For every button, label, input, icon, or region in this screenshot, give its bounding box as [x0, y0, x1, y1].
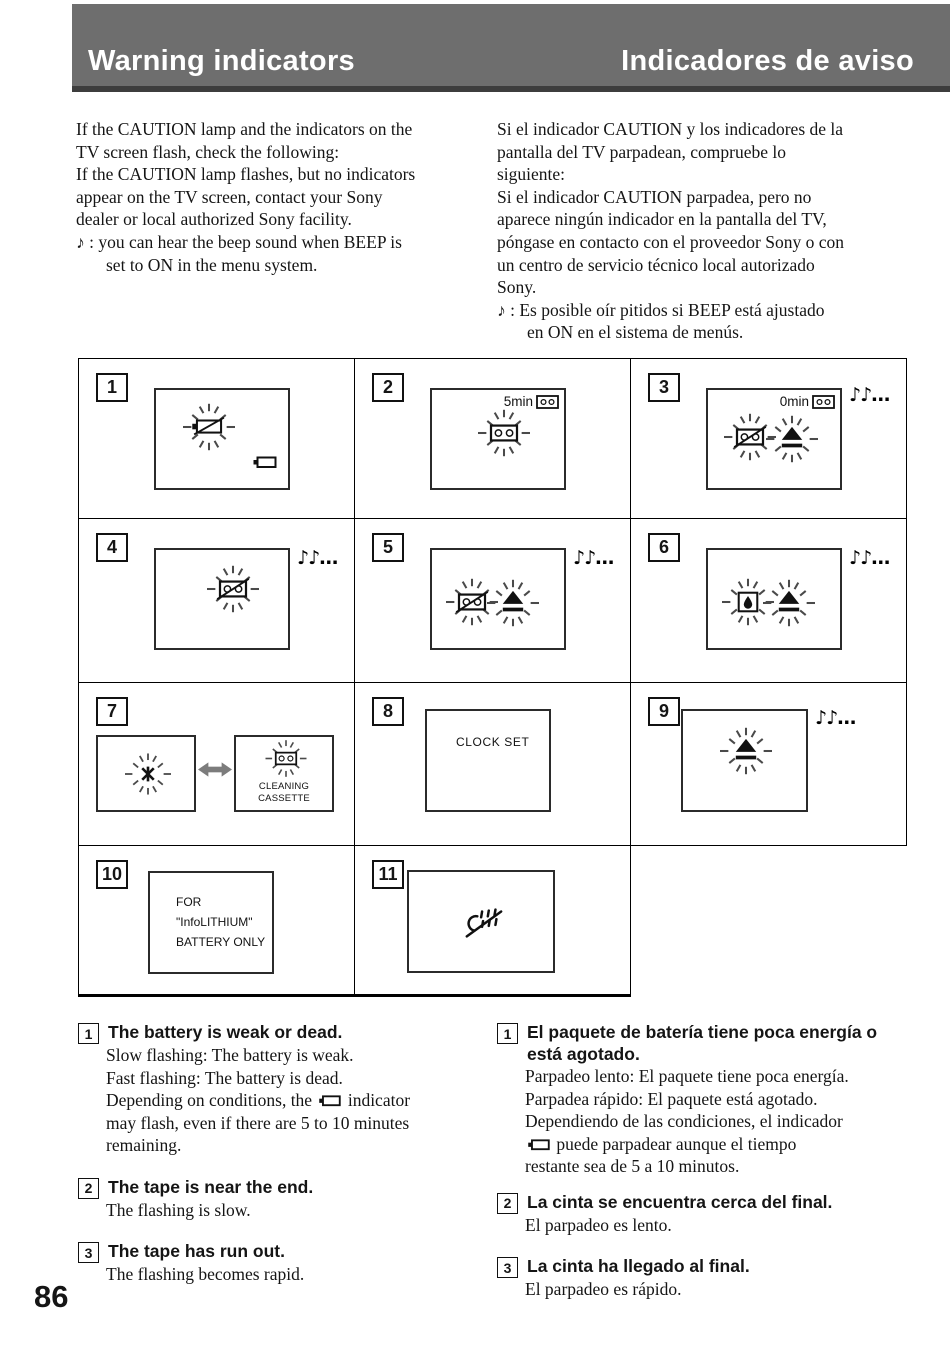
item-number-badge: 2: [497, 1193, 518, 1214]
text-line: dealer or local authorized Sony facility.: [76, 209, 352, 230]
text-line: El paquete de batería tiene poca energía o: [527, 1022, 878, 1042]
double-arrow-icon: [198, 761, 232, 778]
text-line: TV screen flash, check the following:: [76, 141, 340, 162]
explanation-item-3: [78, 1240, 494, 1286]
item-body: [525, 1214, 939, 1237]
item-body: [525, 1278, 939, 1301]
text-line: póngase en contacto con el proveedor Sony o con: [497, 231, 844, 252]
text-line: Sony.: [497, 277, 537, 298]
cleaning-cassette-text: [236, 781, 332, 806]
cell-number-badge: 9: [648, 697, 680, 726]
text-segment: Depending on conditions, the: [106, 1090, 317, 1110]
text-line: BATTERY ONLY: [176, 934, 266, 949]
cell-number-badge: 1: [96, 373, 128, 402]
text-line: Parpadea rápido: El paquete está agotado.: [525, 1088, 818, 1109]
text-line: un centro de servicio técnico local autorizado: [497, 254, 815, 275]
tv-screen: [430, 548, 566, 650]
time-remaining-text: 0min: [779, 394, 809, 409]
text-line: CASSETTE: [258, 793, 310, 805]
text-line: aparece ningún indicador en la pantalla del TV,: [497, 209, 827, 230]
tv-screen: [706, 548, 842, 650]
text-line: CLEANING: [258, 781, 310, 792]
beep-notes: ♪♪…: [849, 384, 890, 406]
eject-flashing-icon: [764, 413, 820, 465]
indicator-cell-7: [78, 682, 355, 846]
text-line: set to ON in the menu system.: [106, 254, 318, 275]
explanation-item-2: [78, 1176, 494, 1222]
beep-note-line: ♪ : you can hear the beep sound when BEEP is: [76, 231, 402, 252]
page-number: 86: [34, 1279, 69, 1314]
explanation-item-1: [78, 1021, 494, 1157]
text-line: Si el indicador CAUTION parpadea, pero no: [497, 186, 812, 207]
text-line: Dependiendo de las condiciones, el indicador: [525, 1111, 843, 1131]
indicator-cell-8: [354, 682, 631, 846]
item-body: [106, 1044, 494, 1157]
indicator-cell-4: [78, 518, 355, 683]
beep-notes: ♪♪…: [815, 707, 856, 729]
tv-screen: [154, 388, 290, 490]
text-line: [106, 1089, 494, 1112]
text-line: FOR: [176, 895, 202, 909]
text-line: [525, 1133, 939, 1156]
text-line: The flashing is slow.: [106, 1199, 251, 1220]
beep-note-line: ♪ : Es posible oír pitidos si BEEP está ajustado: [497, 299, 825, 320]
battery-outline-icon: [525, 1138, 552, 1152]
tv-screen: [706, 388, 842, 490]
item-heading: La cinta ha llegado al final.: [527, 1256, 750, 1276]
item-body: [106, 1199, 494, 1222]
cell-number-badge: 6: [648, 533, 680, 562]
indicator-cell-11: [354, 845, 631, 997]
tv-screen: [407, 870, 555, 973]
tv-screen: [430, 388, 566, 490]
text-line: "InfoLITHIUM": [176, 914, 253, 929]
cassette-slash-flashing-icon: [205, 563, 261, 615]
indicator-cell-3: [630, 358, 907, 519]
eject-flashing-icon: [485, 577, 541, 629]
cell-number-badge: 4: [96, 533, 128, 562]
item-heading: The battery is weak or dead.: [108, 1022, 343, 1042]
text-line: Slow flashing: The battery is weak.: [106, 1045, 354, 1065]
tv-screen: [154, 548, 290, 650]
item-body: [525, 1065, 939, 1178]
time-remaining-text: 5min: [503, 394, 533, 409]
explanation-item-1: [497, 1021, 939, 1178]
text-line: El parpadeo es rápido.: [525, 1279, 682, 1299]
indicator-cell-5: [354, 518, 631, 683]
explanation-item-2: [497, 1191, 939, 1237]
eject-flashing-icon: [761, 577, 817, 629]
indicator-cell-1: [78, 358, 355, 519]
page-title-english: Warning indicators: [88, 45, 355, 77]
tape-time-label: [780, 394, 835, 409]
indicator-cell-9: [630, 682, 907, 846]
cassette-mini-icon: [812, 395, 835, 409]
text-line: El parpadeo es lento.: [525, 1214, 672, 1235]
text-line: appear on the TV screen, contact your Sony: [76, 186, 383, 207]
tv-screen: [681, 709, 808, 812]
beep-notes: ♪♪…: [297, 547, 338, 569]
explanations-english: [78, 1021, 494, 1305]
item-number-badge: 1: [497, 1023, 518, 1044]
battery-outline-icon: [250, 455, 279, 470]
text-segment: puede parpadear aunque el tiempo: [552, 1133, 797, 1154]
text-line: pantalla del TV parpadean, compruebe lo: [497, 141, 786, 162]
explanations-spanish: [497, 1021, 939, 1320]
cassette-flashing-icon: [264, 738, 308, 779]
text-line: If the CAUTION lamp flashes, but no indicators: [76, 164, 416, 185]
item-heading: [527, 1021, 877, 1065]
text-line: Parpadeo lento: El paquete tiene poca energía.: [525, 1066, 849, 1086]
item-heading: The tape has run out.: [108, 1241, 285, 1261]
cell-number-badge: 3: [648, 373, 680, 402]
text-segment: indicator: [343, 1090, 411, 1110]
tv-screen: [234, 735, 334, 812]
text-line: en ON en el sistema de menús.: [527, 322, 744, 343]
text-line: siguiente:: [497, 164, 566, 185]
text-line: may flash, even if there are 5 to 10 minutes: [106, 1112, 410, 1133]
cell-number-badge: 7: [96, 697, 128, 726]
tv-screen: [148, 871, 274, 974]
clock-set-text: CLOCK SET: [456, 735, 530, 749]
item-number-badge: 3: [78, 1242, 99, 1263]
cell-number-badge: 10: [96, 860, 128, 889]
tv-screen: [96, 735, 196, 812]
cell-number-badge: 11: [372, 860, 404, 889]
item-number-badge: 2: [78, 1178, 99, 1199]
page-title-spanish: Indicadores de aviso: [621, 45, 914, 77]
item-body: [106, 1263, 494, 1286]
beep-notes: ♪♪…: [573, 547, 614, 569]
item-number-badge: 1: [78, 1023, 99, 1044]
eject-flashing-icon: [718, 725, 774, 777]
indicator-cell-2: [354, 358, 631, 519]
indicator-cell-10: [78, 845, 355, 997]
explanation-item-3: [497, 1255, 939, 1301]
intro-paragraph-spanish: [497, 118, 935, 344]
text-line: Fast flashing: The battery is dead.: [106, 1067, 343, 1088]
copy-protected-icon: [461, 902, 507, 944]
infolithium-text: [176, 893, 265, 952]
cell-number-badge: 8: [372, 697, 404, 726]
battery-outline-icon: [316, 1094, 343, 1108]
item-heading: La cinta se encuentra cerca del final.: [527, 1191, 833, 1212]
text-line: The flashing becomes rapid.: [106, 1264, 305, 1284]
header-bar: [72, 4, 950, 92]
cell-number-badge: 2: [372, 373, 404, 402]
text-line: restante sea de 5 a 10 minutos.: [525, 1156, 740, 1176]
text-line: If the CAUTION lamp and the indicators on the: [76, 119, 413, 139]
tv-screen: [425, 709, 551, 812]
item-number-badge: 3: [497, 1257, 518, 1278]
text-line: está agotado.: [527, 1044, 640, 1064]
cassette-flashing-icon: [476, 407, 532, 459]
cassette-mini-icon: [536, 395, 559, 409]
head-clog-flashing-icon: [123, 751, 173, 797]
text-line: remaining.: [106, 1135, 182, 1155]
intro-paragraph-english: [76, 118, 490, 276]
cell-number-badge: 5: [372, 533, 404, 562]
battery-slash-flashing-icon: [181, 401, 237, 453]
item-heading: The tape is near the end.: [108, 1176, 314, 1197]
text-line: Si el indicador CAUTION y los indicadores de la: [497, 119, 844, 139]
beep-notes: ♪♪…: [849, 547, 890, 569]
indicator-cell-6: [630, 518, 907, 683]
